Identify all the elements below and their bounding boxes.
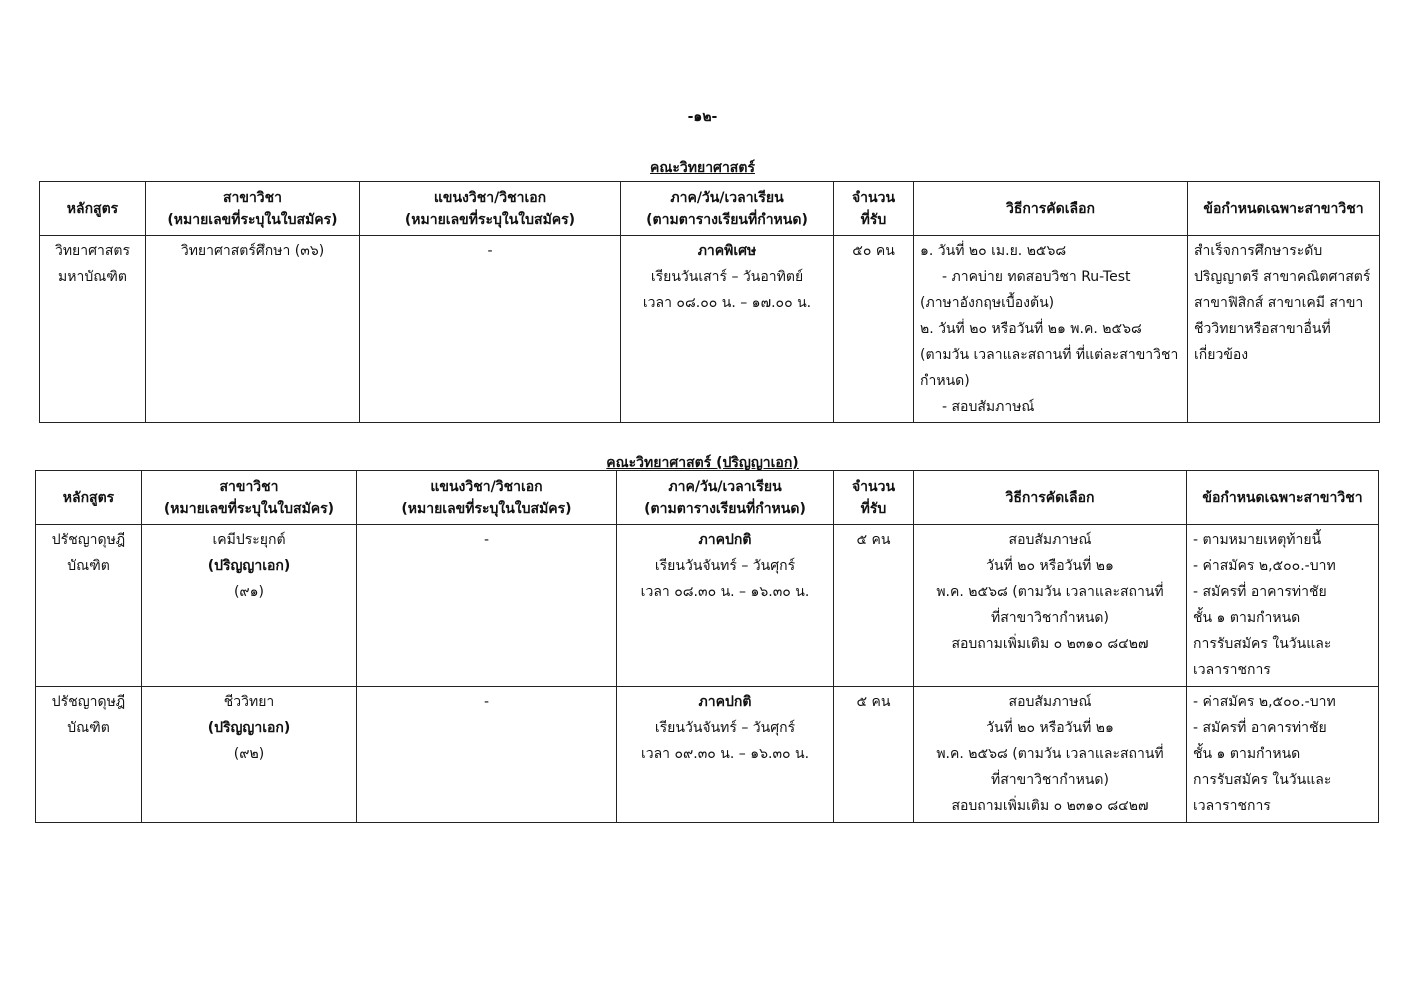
cell-selection: สอบสัมภาษณ์ วันที่ ๒๐ หรือวันที่ ๒๑ พ.ค. ๒๕๖๘ (ตามวัน เวลาและสถานที่ ที่สาขาวิชากำหนด) สอบถามเพิ่มเติม ๐ ๒๓๑๐ ๘๔๒๗ [914, 687, 1187, 823]
cell-requirements: - ค่าสมัคร ๒,๕๐๐.-บาท - สมัครที่ อาคารท่าชัย ชั้น ๑ ตามกำหนด การรับสมัคร ในวันและ เวลาราชการ [1187, 687, 1379, 823]
cell-requirements: - ตามหมายเหตุท้ายนี้ - ค่าสมัคร ๒,๕๐๐.-บาท - สมัครที่ อาคารท่าชัย ชั้น ๑ ตามกำหนด การรับสมัคร ในวันและ เวลาราชการ [1187, 525, 1379, 687]
cell-schedule: ภาคพิเศษ เรียนวันเสาร์ – วันอาทิตย์ เวลา ๐๘.๐๐ น. – ๑๗.๐๐ น. [621, 236, 834, 423]
header-major: สาขาวิชา (หมายเลขที่ระบุในใบสมัคร) [146, 182, 360, 236]
page-number: -๑๒- [687, 109, 718, 125]
cell-major: วิทยาศาสตร์ศึกษา (๓๖) [146, 236, 360, 423]
header-requirements: ข้อกำหนดเฉพาะสาขาวิชา [1188, 182, 1380, 236]
header-row [36, 471, 1379, 525]
header-major: สาขาวิชา (หมายเลขที่ระบุในใบสมัคร) [142, 471, 357, 525]
table-row [36, 525, 1379, 687]
cell-requirements: สำเร็จการศึกษาระดับ ปริญญาตรี สาขาคณิตศาสตร์ สาขาฟิสิกส์ สาขาเคมี สาขา ชีววิทยาหรือสาขาอื่นที่ เกี่ยวข้อง [1188, 236, 1380, 423]
section-title-science: คณะวิทยาศาสตร์ [650, 160, 755, 176]
table-row [40, 236, 1380, 423]
cell-program: วิทยาศาสตร มหาบัณฑิต [40, 236, 146, 423]
header-selection: วิธีการคัดเลือก [914, 182, 1188, 236]
cell-program: ปรัชญาดุษฎี บัณฑิต [36, 687, 142, 823]
table-science-masters [39, 181, 1380, 423]
cell-selection: สอบสัมภาษณ์ วันที่ ๒๐ หรือวันที่ ๒๑ พ.ค. ๒๕๖๘ (ตามวัน เวลาและสถานที่ ที่สาขาวิชากำหนด) สอบถามเพิ่มเติม ๐ ๒๓๑๐ ๘๔๒๗ [914, 525, 1187, 687]
cell-track: - [357, 525, 617, 687]
header-schedule: ภาค/วัน/เวลาเรียน (ตามตารางเรียนที่กำหนด) [621, 182, 834, 236]
cell-seats: ๕ คน [834, 525, 914, 687]
cell-major: ชีววิทยา (ปริญญาเอก) (๙๒) [142, 687, 357, 823]
cell-seats: ๕ คน [834, 687, 914, 823]
cell-seats: ๕๐ คน [834, 236, 914, 423]
header-seats: จำนวน ที่รับ [834, 182, 914, 236]
header-seats: จำนวน ที่รับ [834, 471, 914, 525]
table-science-phd [35, 470, 1379, 823]
cell-track: - [360, 236, 621, 423]
header-schedule: ภาค/วัน/เวลาเรียน (ตามตารางเรียนที่กำหนด) [617, 471, 834, 525]
header-track: แขนงวิชา/วิชาเอก (หมายเลขที่ระบุในใบสมัคร) [360, 182, 621, 236]
header-row [40, 182, 1380, 236]
header-selection: วิธีการคัดเลือก [914, 471, 1187, 525]
header-track: แขนงวิชา/วิชาเอก (หมายเลขที่ระบุในใบสมัคร) [357, 471, 617, 525]
cell-track: - [357, 687, 617, 823]
section-title-science-phd: คณะวิทยาศาสตร์ (ปริญญาเอก) [606, 455, 799, 471]
header-requirements: ข้อกำหนดเฉพาะสาขาวิชา [1187, 471, 1379, 525]
cell-selection: ๑. วันที่ ๒๐ เม.ย. ๒๕๖๘ - ภาคบ่าย ทดสอบวิชา Ru-Test (ภาษาอังกฤษเบื้องต้น) ๒. วันที่ ๒๐ หรือวันที่ ๒๑ พ.ค. ๒๕๖๘ (ตามวัน เวลาและสถานที่ ที่แต่ละสาขาวิชา กำหนด) - สอบสัมภาษณ์ [914, 236, 1188, 423]
header-program: หลักสูตร [36, 471, 142, 525]
cell-major: เคมีประยุกต์ (ปริญญาเอก) (๙๑) [142, 525, 357, 687]
cell-schedule: ภาคปกติ เรียนวันจันทร์ – วันศุกร์ เวลา ๐๙.๓๐ น. – ๑๖.๓๐ น. [617, 687, 834, 823]
table-row [36, 687, 1379, 823]
cell-program: ปรัชญาดุษฎี บัณฑิต [36, 525, 142, 687]
cell-schedule: ภาคปกติ เรียนวันจันทร์ – วันศุกร์ เวลา ๐๘.๓๐ น. – ๑๖.๓๐ น. [617, 525, 834, 687]
header-program: หลักสูตร [40, 182, 146, 236]
